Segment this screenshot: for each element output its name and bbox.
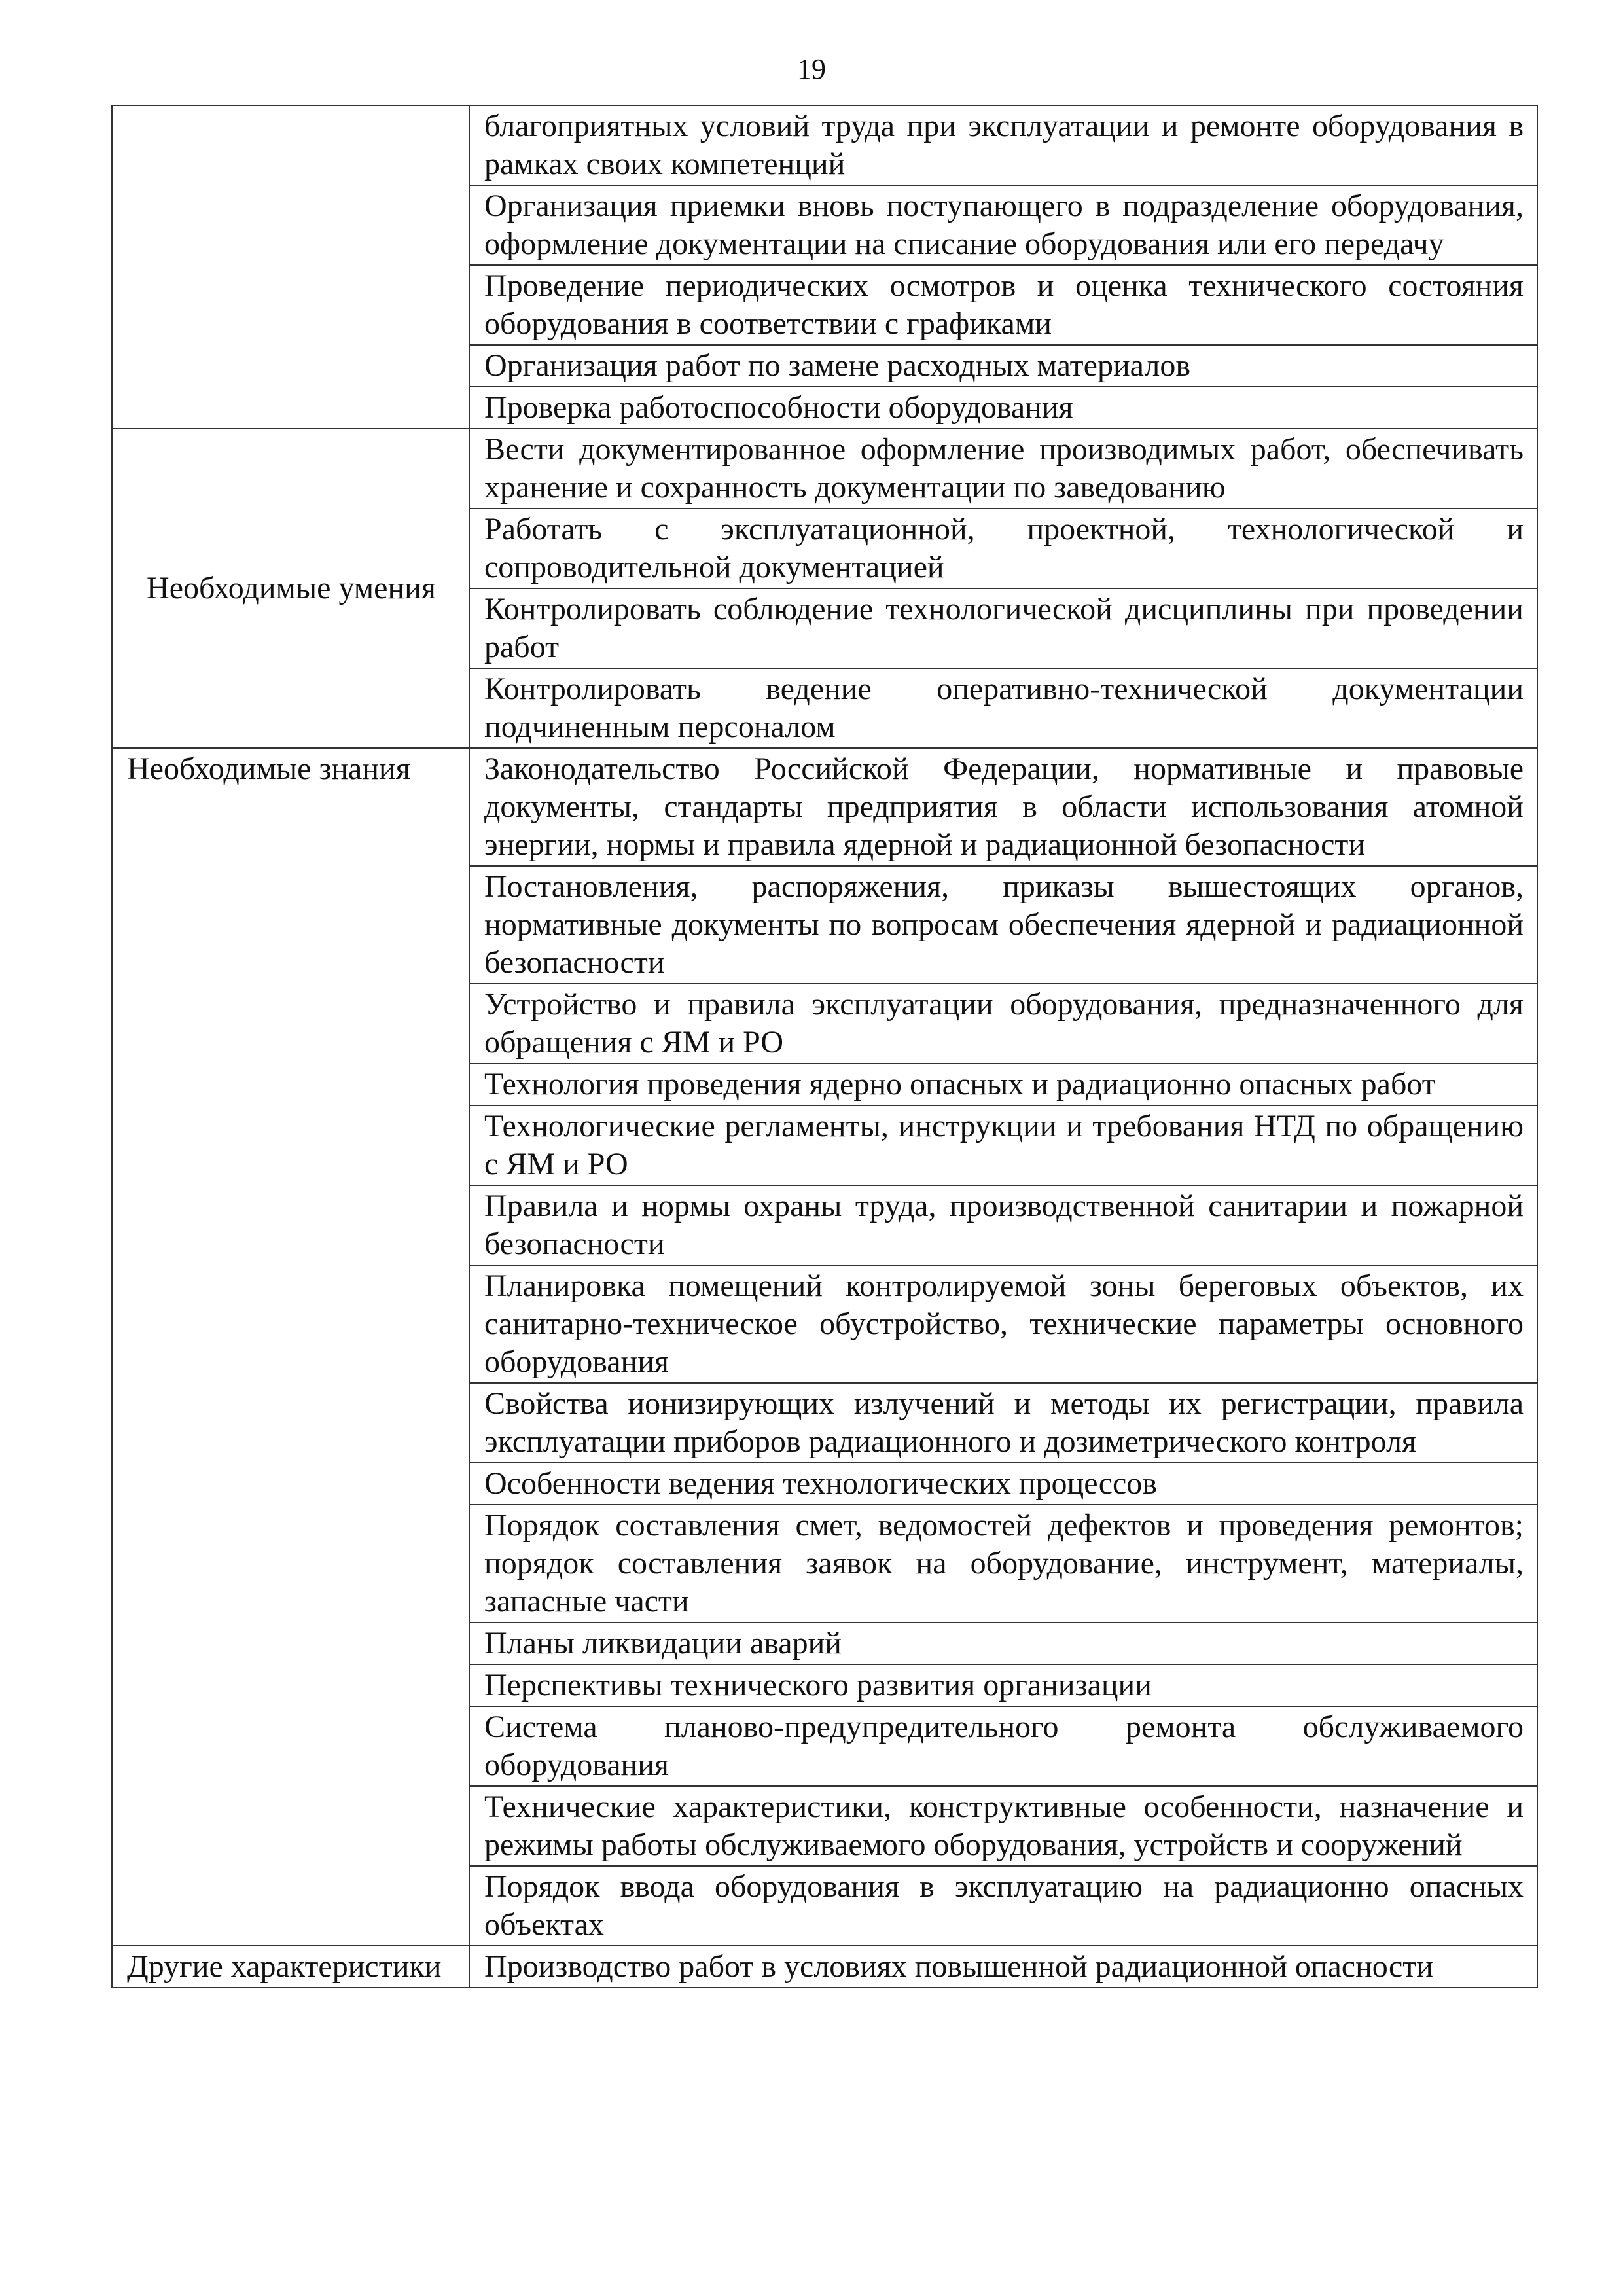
skill-item: Вести документированное оформление производимых работ, обеспечивать хранение и сохранность документации по заведованию [469,429,1537,509]
skills-label: Необходимые умения [112,429,469,748]
continuation-item: Организация работ по замене расходных материалов [469,345,1537,387]
table-row [112,748,1537,866]
knowledge-item: Порядок ввода оборудования в эксплуатацию на радиационно опасных объектах [469,1866,1537,1946]
page-number: 19 [797,53,826,85]
knowledge-item: Особенности ведения технологических процессов [469,1463,1537,1505]
knowledge-item: Технологические регламенты, инструкции и требования НТД по обращению с ЯМ и РО [469,1105,1537,1185]
other-label: Другие характеристики [112,1946,469,1988]
continuation-item: Организация приемки вновь поступающего в подразделение оборудования, оформление документации на списание оборудования или его передачу [469,185,1537,265]
knowledge-item: Устройство и правила эксплуатации оборудования, предназначенного для обращения с ЯМ и РО [469,984,1537,1064]
knowledge-item: Планировка помещений контролируемой зоны береговых объектов, их санитарно-техническое обустройство, технические параметры основного оборудования [469,1265,1537,1383]
requirements-table [111,105,1538,1988]
skill-item: Контролировать ведение оперативно-технической документации подчиненным персоналом [469,668,1537,748]
continuation-item: Проверка работоспособности оборудования [469,387,1537,429]
knowledge-label: Необходимые знания [112,748,469,1946]
continuation-label-cell [112,105,469,429]
knowledge-item: Технические характеристики, конструктивные особенности, назначение и режимы работы обслуживаемого оборудования, устройств и сооружений [469,1786,1537,1866]
other-item: Производство работ в условиях повышенной радиационной опасности [469,1946,1537,1988]
continuation-item: благоприятных условий труда при эксплуатации и ремонте оборудования в рамках своих компетенций [469,105,1537,185]
knowledge-item: Планы ликвидации аварий [469,1623,1537,1664]
table-row [112,1946,1537,1988]
knowledge-item: Перспективы технического развития организации [469,1664,1537,1706]
knowledge-item: Порядок составления смет, ведомостей дефектов и проведения ремонтов; порядок составления заявок на оборудование, инструмент, материалы, запасные части [469,1505,1537,1623]
skill-item: Работать с эксплуатационной, проектной, технологической и сопроводительной документацией [469,509,1537,588]
knowledge-item: Технология проведения ядерно опасных и радиационно опасных работ [469,1064,1537,1105]
continuation-item: Проведение периодических осмотров и оценка технического состояния оборудования в соответствии с графиками [469,265,1537,345]
skill-item: Контролировать соблюдение технологической дисциплины при проведении работ [469,588,1537,668]
knowledge-item: Законодательство Российской Федерации, нормативные и правовые документы, стандарты предприятия в области использования атомной энергии, нормы и правила ядерной и радиационной безопасности [469,748,1537,866]
knowledge-item: Постановления, распоряжения, приказы вышестоящих органов, нормативные документы по вопросам обеспечения ядерной и радиационной безопасности [469,866,1537,984]
knowledge-item: Правила и нормы охраны труда, производственной санитарии и пожарной безопасности [469,1185,1537,1265]
knowledge-item: Система планово-предупредительного ремонта обслуживаемого оборудования [469,1706,1537,1786]
table-row [112,105,1537,185]
knowledge-item: Свойства ионизирующих излучений и методы их регистрации, правила эксплуатации приборов радиационного и дозиметрического контроля [469,1383,1537,1463]
table-row [112,429,1537,509]
